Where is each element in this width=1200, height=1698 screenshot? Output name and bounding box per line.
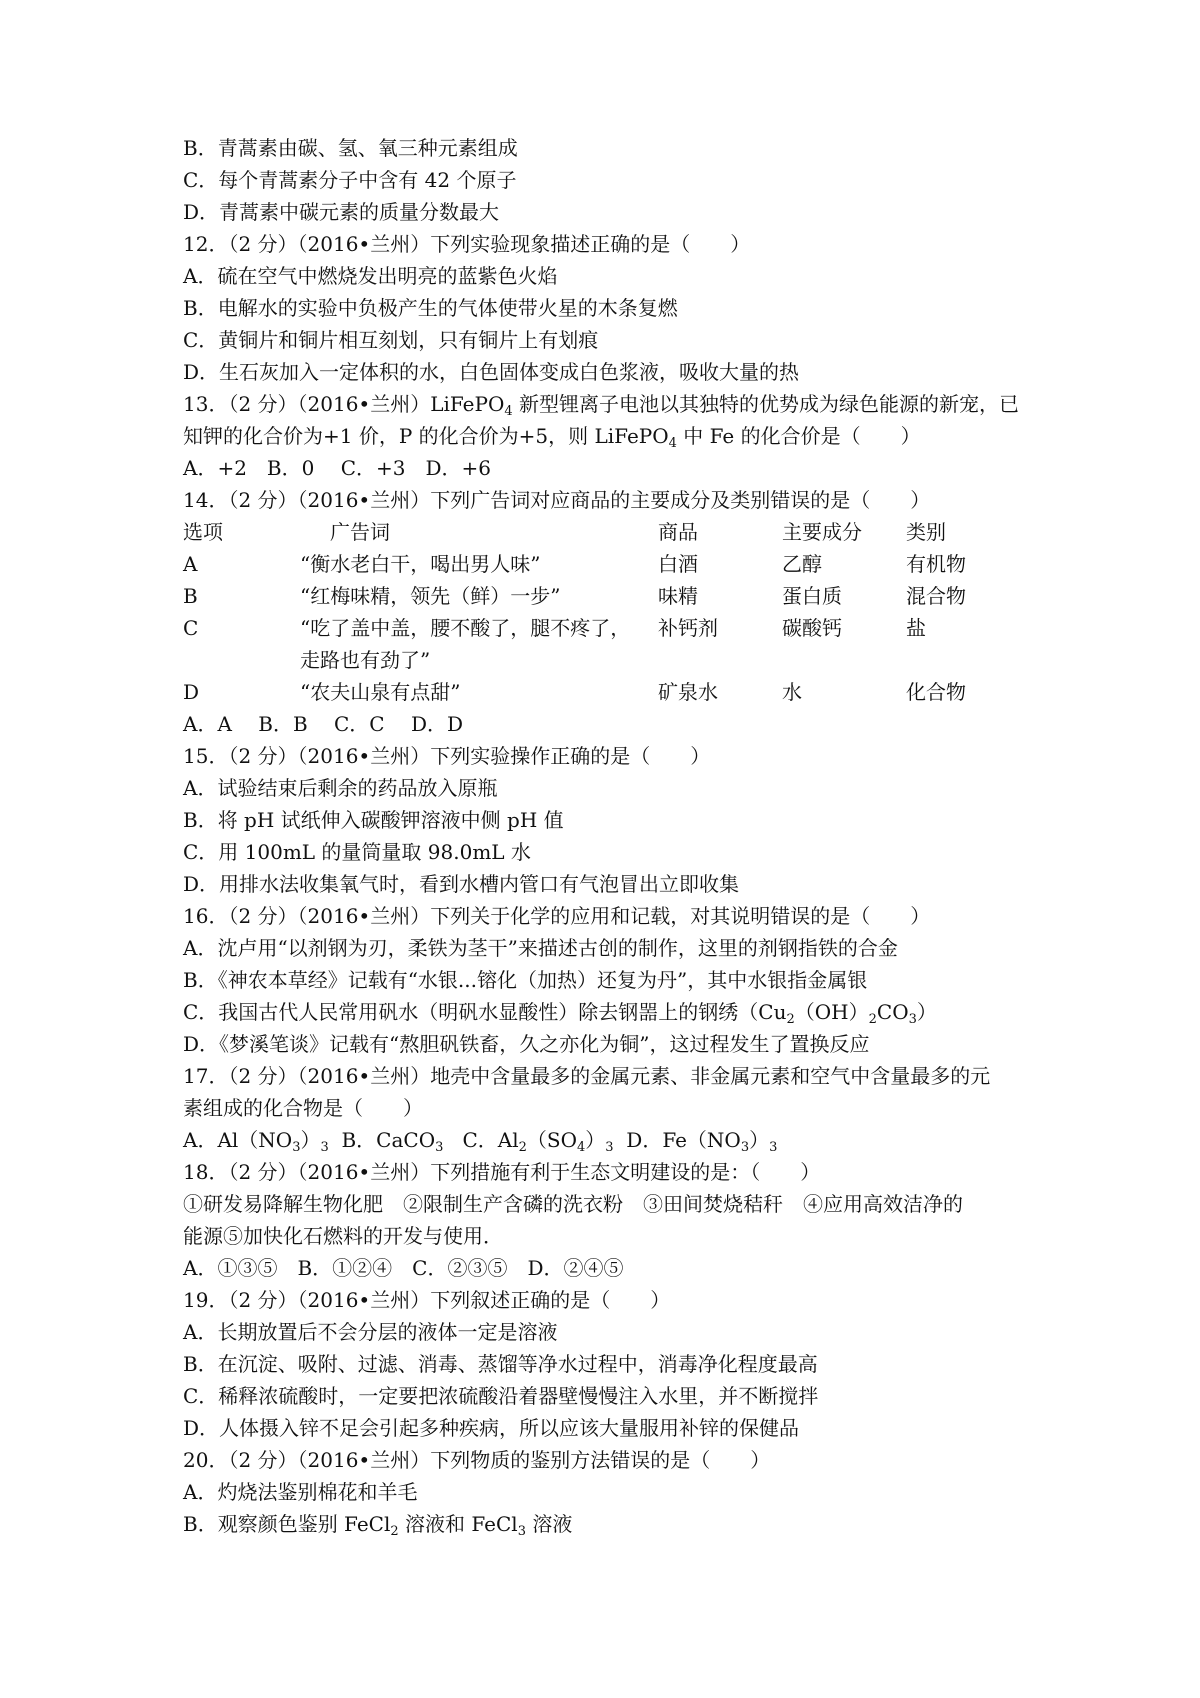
- table-cell: D: [183, 680, 200, 704]
- table-cell: 碳酸钙: [782, 616, 842, 640]
- q14-stem: 14．（2 分）（2016•兰州）下列广告词对应商品的主要成分及类别错误的是（ ）: [183, 488, 931, 512]
- table-cell: 乙醇: [782, 552, 822, 576]
- q17-option-c: C．$Al_2(SO_4)_3$: [462, 1128, 614, 1155]
- table-cell: 混合物: [906, 584, 966, 608]
- table-cell: B: [183, 584, 198, 608]
- q20-stem: 20．（2 分）（2016•兰州）下列物质的鉴别方法错误的是（ ）: [183, 1448, 771, 1472]
- q15-option-d: D．用排水法收集氧气时，看到水槽内管口有气泡冒出立即收集: [183, 872, 740, 896]
- q19-option-b: B．在沉淀、吸附、过滤、消毒、蒸馏等净水过程中，消毒净化程度最高: [183, 1352, 818, 1376]
- table-cell: “衡水老白干，喝出男人味”: [300, 552, 541, 576]
- q11-option-d: D．青蒿素中碳元素的质量分数最大: [183, 200, 500, 224]
- table-cell: C: [183, 616, 199, 640]
- q19-option-a: A．长期放置后不会分层的液体一定是溶液: [183, 1320, 558, 1344]
- table-cell: 走路也有劲了”: [300, 648, 431, 672]
- q12-stem: 12．（2 分）（2016•兰州）下列实验现象描述正确的是（ ）: [183, 232, 751, 256]
- q15-option-b: B．将 pH 试纸伸入碳酸钾溶液中侧 pH 值: [183, 808, 564, 832]
- q20-option-b: B．观察颜色鉴别 FeCl$_2$ 溶液和 FeCl$_3$ 溶液: [183, 1512, 573, 1539]
- q16-option-a: A．沈卢用“以剂钢为刃，柔铁为茎干”来描述古创的制作，这里的剂钢指铁的合金: [183, 936, 898, 960]
- q17-option-a: A．$Al(NO_3)_3$: [183, 1128, 329, 1155]
- q17-option-d: D．$Fe(NO_3)_3$: [626, 1128, 778, 1155]
- q14-options: A．A B．B C．C D．D: [183, 712, 464, 736]
- q16-option-c: C．我国古代人民常用矾水（明矾水显酸性）除去钢噐上的钢绣$(Cu_2(OH)_2CO_3)$: [183, 1000, 937, 1027]
- table-header-category: 类别: [906, 520, 946, 544]
- table-cell: 盐: [906, 616, 926, 640]
- q12-option-b: B．电解水的实验中负极产生的气体使带火星的木条复燃: [183, 296, 678, 320]
- q16-stem: 16．（2 分）（2016•兰州）下列关于化学的应用和记载，对其说明错误的是（ ）: [183, 904, 931, 928]
- table-cell: A: [183, 552, 198, 576]
- table-header-goods: 商品: [658, 520, 698, 544]
- table-cell: 味精: [658, 584, 698, 608]
- table-cell: “农夫山泉有点甜”: [300, 680, 461, 704]
- table-cell: 有机物: [906, 552, 966, 576]
- q13-stem-line1: 13．（2 分）（2016•兰州）LiFePO$_4$ 新型锂离子电池以其独特的优势成为绿色能源的新宠，已: [183, 392, 1020, 419]
- table-header-option: 选项: [183, 520, 223, 544]
- q17-options: [183, 1124, 777, 1156]
- q19-option-c: C．稀释浓硫酸时，一定要把浓硫酸沿着器壁慢慢注入水里，并不断搅拌: [183, 1384, 819, 1408]
- q13-stem-line2: 知钾的化合价为+1 价，P 的化合价为+5，则 LiFePO$_4$ 中 Fe 的化合价是（ ）: [183, 424, 921, 451]
- q17-stem-line1: 17．（2 分）（2016•兰州）地壳中含量最多的金属元素、非金属元素和空气中含量最多的元: [183, 1064, 991, 1088]
- q15-stem: 15．（2 分）（2016•兰州）下列实验操作正确的是（ ）: [183, 744, 711, 768]
- q18-measures-line2: 能源⑤加快化石燃料的开发与使用．: [183, 1224, 503, 1248]
- table-header-ad: 广告词: [330, 520, 390, 544]
- q16-option-d: D．《梦溪笔谈》记载有“熬胆矾铁畜，久之亦化为铜”，这过程发生了置换反应: [183, 1032, 870, 1056]
- q17-option-b: B．CaCO$_3$: [341, 1128, 444, 1155]
- table-cell: 蛋白质: [782, 584, 842, 608]
- q11-option-c: C．每个青蒿素分子中含有 42 个原子: [183, 168, 517, 192]
- q19-stem: 19．（2 分）（2016•兰州）下列叙述正确的是（ ）: [183, 1288, 671, 1312]
- table-cell: 化合物: [906, 680, 966, 704]
- q20-option-a: A．灼烧法鉴别棉花和羊毛: [183, 1480, 418, 1504]
- q12-option-a: A．硫在空气中燃烧发出明亮的蓝紫色火焰: [183, 264, 558, 288]
- table-cell: “红梅味精，领先（鲜）一步”: [300, 584, 561, 608]
- q18-measures-line1: ①研发易降解生物化肥 ②限制生产含磷的洗衣粉 ③田间焚烧秸秆 ④应用高效洁净的: [183, 1192, 963, 1216]
- q19-option-d: D．人体摄入锌不足会引起多种疾病，所以应该大量服用补锌的保健品: [183, 1416, 800, 1440]
- q11-option-b: B．青蒿素由碳、氢、氧三种元素组成: [183, 136, 518, 160]
- table-header-main: 主要成分: [782, 520, 862, 544]
- table-cell: 白酒: [658, 552, 698, 576]
- table-cell: 水: [782, 680, 802, 704]
- table-cell: “吃了盖中盖，腰不酸了，腿不疼了，: [300, 616, 631, 640]
- q13-options: A．+2 B．0 C．+3 D．+6: [183, 456, 492, 480]
- q18-stem: 18．（2 分）（2016•兰州）下列措施有利于生态文明建设的是：（ ）: [183, 1160, 821, 1184]
- table-cell: 补钙剂: [658, 616, 718, 640]
- q15-option-a: A．试验结束后剩余的药品放入原瓶: [183, 776, 498, 800]
- table-cell: 矿泉水: [658, 680, 718, 704]
- q16-option-b: B．《神农本草经》记载有“水银...镕化（加热）还复为丹”，其中水银指金属银: [183, 968, 868, 992]
- q12-option-c: C．黄铜片和铜片相互刻划，只有铜片上有划痕: [183, 328, 599, 352]
- q18-options: A．①③⑤ B．①②④ C．②③⑤ D．②④⑤: [183, 1256, 624, 1280]
- q15-option-c: C．用 100mL 的量筒量取 98.0mL 水: [183, 840, 531, 864]
- q12-option-d: D．生石灰加入一定体积的水，白色固体变成白色浆液，吸收大量的热: [183, 360, 800, 384]
- q17-stem-line2: 素组成的化合物是（ ）: [183, 1096, 423, 1120]
